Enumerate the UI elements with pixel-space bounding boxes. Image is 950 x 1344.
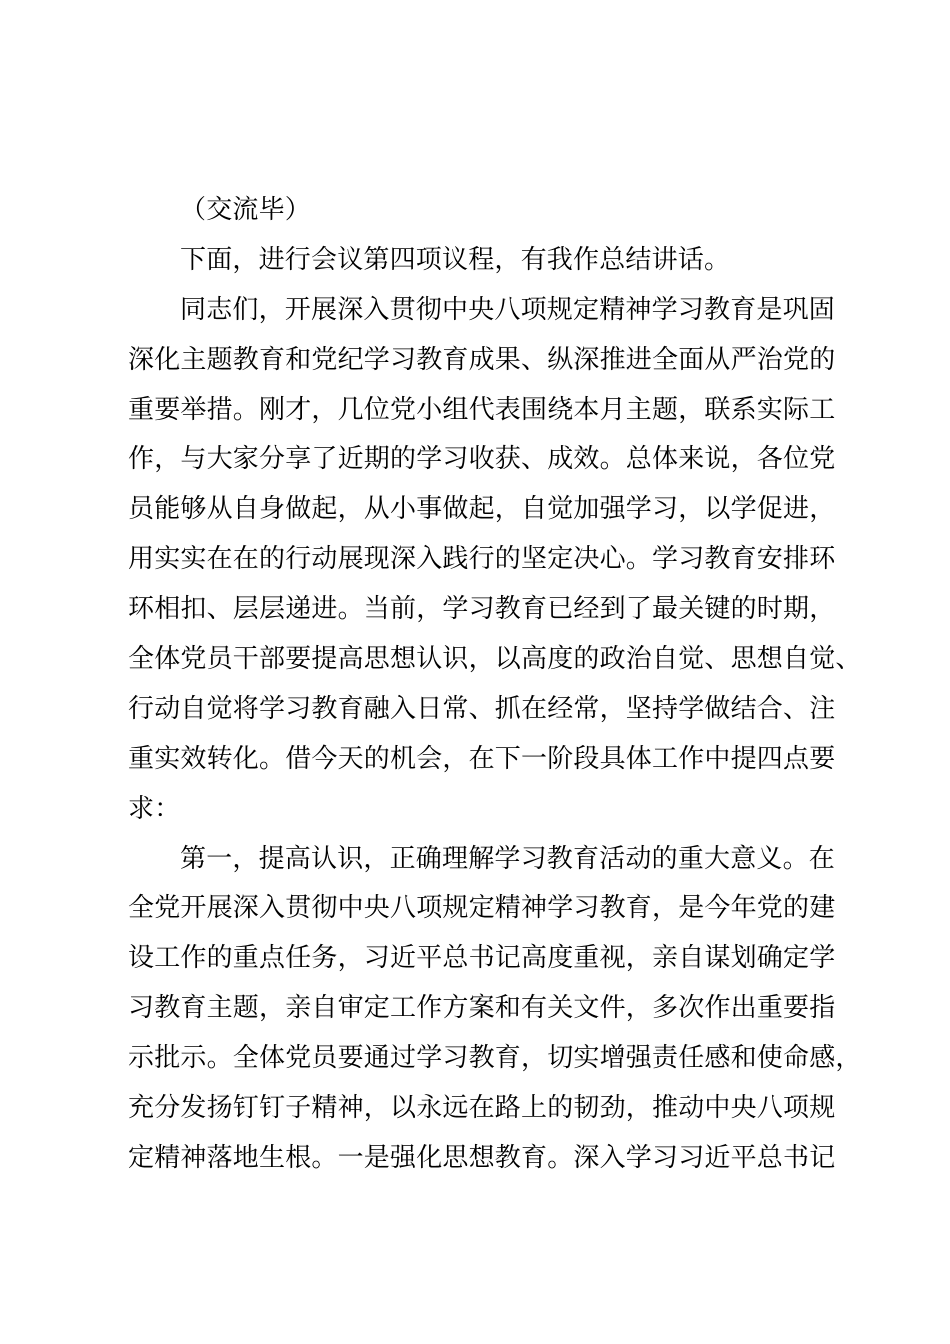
paragraph-line: 环相扣、层层递进。当前，学习教育已经到了最关键的时期， xyxy=(128,594,836,625)
paragraph-line: 示批示。全体党员要通过学习教育，切实增强责任感和使命感， xyxy=(128,1043,862,1074)
exchange-end-note: （交流毕） xyxy=(180,195,312,225)
paragraph-line: 重要举措。刚才，几位党小组代表围绕本月主题，联系实际工 xyxy=(128,394,836,425)
paragraph-line: 定精神落地生根。一是强化思想教育。深入学习习近平总书记 xyxy=(128,1142,836,1173)
paragraph-line: 员能够从自身做起，从小事做起，自觉加强学习，以学促进， xyxy=(128,494,836,525)
paragraph-agenda-line: 下面，进行会议第四项议程，有我作总结讲话。 xyxy=(180,244,731,275)
paragraph-line: 重实效转化。借今天的机会，在下一阶段具体工作中提四点要 xyxy=(128,743,836,774)
paragraph-line: 深化主题教育和党纪学习教育成果、纵深推进全面从严治党的 xyxy=(128,344,836,375)
paragraph-line: 全党开展深入贯彻中央八项规定精神学习教育，是今年党的建 xyxy=(128,893,836,924)
paragraph-line: 同志们，开展深入贯彻中央八项规定精神学习教育是巩固 xyxy=(180,294,836,325)
paragraph-line: 用实实在在的行动展现深入践行的坚定决心。学习教育安排环 xyxy=(128,544,836,575)
paragraph-line: 行动自觉将学习教育融入日常、抓在经常，坚持学做结合、注 xyxy=(128,693,836,724)
paragraph-line: 充分发扬钉钉子精神，以永远在路上的韧劲，推动中央八项规 xyxy=(128,1093,836,1124)
document-body xyxy=(128,186,862,1184)
paragraph-line: 第一，提高认识，正确理解学习教育活动的重大意义。在 xyxy=(180,843,836,874)
paragraph-line: 设工作的重点任务，习近平总书记高度重视，亲自谋划确定学 xyxy=(128,943,836,974)
paragraph-line: 求： xyxy=(128,793,181,824)
paragraph-line: 习教育主题，亲自审定工作方案和有关文件，多次作出重要指 xyxy=(128,993,836,1024)
paragraph-line: 作，与大家分享了近期的学习收获、成效。总体来说，各位党 xyxy=(128,444,836,475)
paragraph-line: 全体党员干部要提高思想认识，以高度的政治自觉、思想自觉、 xyxy=(128,644,862,675)
